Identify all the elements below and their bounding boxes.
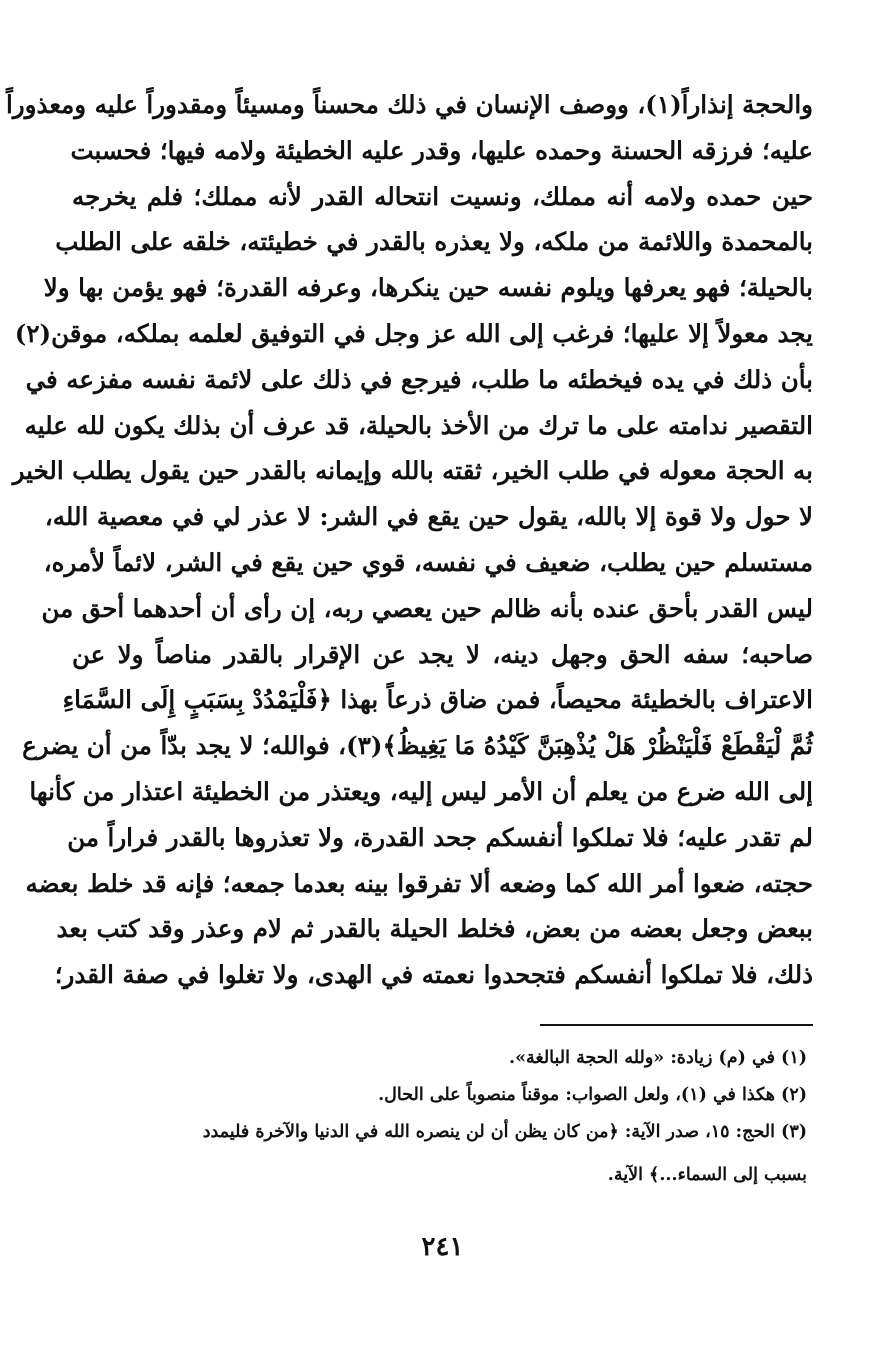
text-line: الاعتراف بالخطيئة محيصاً، فمن ضاق ذرعاً بهذا ﴿فَلْيَمْدُدْ بِسَبَبٍ إِلَى السَّمَاءِ [62,685,813,715]
text-line: حين حمده ولامه أنه مملك، ونسيت انتحاله القدر لأنه مملك؛ فلم يخرجه [72,181,813,211]
footnote-3: (٣) الحج: ١٥، صدر الآية: ﴿من كان يظن أن لن ينصره الله في الدنيا والآخرة فليمدد [202,1122,807,1142]
text-line: يجد معولاً إلا عليها؛ فرغب إلى الله عز وجل في التوفيق لعلمه بملكه، موقن(٢) [14,318,813,348]
text-line: لم تقدر عليه؛ فلا تملكوا أنفسكم جحد القدرة، ولا تعذروها بالقدر فراراً من [67,822,813,852]
text-line: إلى الله ضرع من يعلم أن الأمر ليس إليه، ويعتذر من الخطيئة اعتذار من كأنها [29,776,813,806]
text-line: ليس القدر بأحق عنده بأنه ظالم حين يعصي ربه، إن رأى أن أحدهما أحق من [41,593,813,623]
text-line: حجته، ضعوا أمر الله كما وضعه ألا تفرقوا بينه بعدما جمعه؛ فإنه قد خلط بعضه [25,868,813,898]
text-line: بالمحمدة واللائمة من ملكه، ولا يعذره بالقدر في خطيئته، خلقه على الطلب [55,227,813,257]
text-line: به الحجة معوله في طلب الخير، ثقته بالله وإيمانه بالقدر حين يقول يطلب الخير [12,456,813,486]
footnote-2: (٢) هكذا في (١)، ولعل الصواب: موقناً منصوباً على الحال. [378,1085,807,1105]
page-number: ٢٤١ [421,1232,464,1262]
text-line: عليه؛ فرزقه الحسنة وحمده عليها، وقدر عليه الخطيئة ولامه فيها؛ فحسبت [70,135,813,165]
footnotes [80,1040,807,1194]
text-line: مستسلم حين يطلب، ضعيف في نفسه، قوي حين يقع في الشر، لائماً لأمره، [43,547,813,577]
text-line: صاحبه؛ سفه الحق وجهل دينه، لا يجد عن الإقرار بالقدر مناصاً ولا عن [72,639,813,669]
text-line: ثُمَّ لْيَقْطَعْ فَلْيَنْظُرْ هَلْ يُذْهِبَنَّ كَيْدُهُ مَا يَغِيظُ﴾(٣)، فوالله؛ لا يجد بدّاً من أن يضرع [22,731,813,761]
footnote-3-continuation: بسبب إلى السماء...﴾ الآية. [607,1165,807,1185]
text-line: التقصير ندامته على ما ترك من الأخذ بالحيلة، قد عرف أن بذلك يكون لله عليه [24,410,813,440]
text-line: بالحيلة؛ فهو يعرفها ويلوم نفسه حين ينكرها، وعرفه القدرة؛ فهو يؤمن بها ولا [43,273,813,303]
text-line: لا حول ولا قوة إلا بالله، يقول حين يقع في الشر: لا عذر لي في معصية الله، [44,502,813,532]
footnote-1: (١) في (م) زيادة: «ولله الحجة البالغة». [508,1048,807,1068]
text-line: بأن ذلك في يده فيخطئه ما طلب، فيرجع في ذلك على لائمة نفسه مفزعه في [25,364,813,394]
footnote-separator [540,1024,813,1026]
text-line: والحجة إنذاراً(١)، ووصف الإنسان في ذلك محسناً ومسيئاً ومقدوراً عليه ومعذوراً [5,90,813,119]
text-line: ذلك، فلا تملكوا أنفسكم فتجحدوا نعمته في الهدى، ولا تغلوا في صفة القدر؛ [54,960,813,990]
main-text [5,82,813,998]
text-line: ببعض وجعل بعضه من بعض، فخلط الحيلة بالقدر ثم لام وعذر وقد كتب بعد [56,914,813,944]
